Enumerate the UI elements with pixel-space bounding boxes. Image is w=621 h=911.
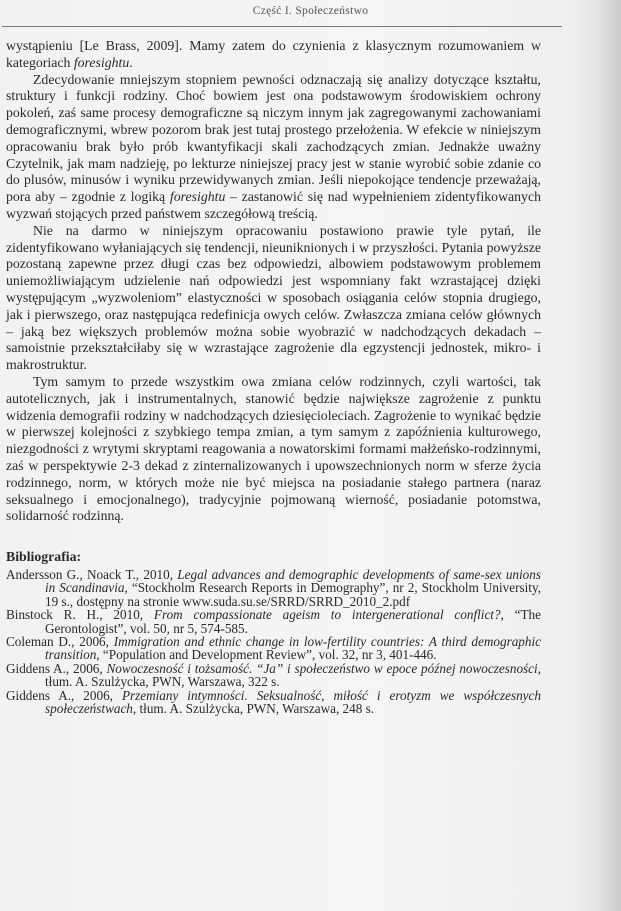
paragraph-1-italic: foresightu xyxy=(73,54,130,70)
page-edge-shadow xyxy=(597,0,621,911)
bibliography-heading: Bibliografia: xyxy=(6,549,82,565)
running-header: Część I. Społeczeństwo xyxy=(252,5,369,17)
bib-title: Nowoczesność i tożsamość. “Ja” i społeczeństwo w epoce późnej nowoczesności xyxy=(106,660,538,676)
paragraph-1-text-end: . xyxy=(129,54,133,70)
bib-author: Andersson G., Noack T., 2010, xyxy=(6,566,178,582)
page-body xyxy=(6,38,541,715)
paragraph-2-text-end: – zastanowić się nad wypełnieniem zidentyfikowanych wyzwań stojących przed państwem szczegółową treścią. xyxy=(6,189,541,221)
bibliography-entry xyxy=(6,635,541,662)
header-rule xyxy=(2,26,562,27)
bibliography-entry xyxy=(6,608,541,635)
bib-title: From compassionate ageism to intergenerational conflict? xyxy=(153,607,501,623)
bib-details: , “The Gerontologist”, vol. 50, nr 5, 574-585. xyxy=(45,607,541,636)
bib-author: Coleman D., 2006, xyxy=(6,633,114,649)
bib-details: , “Stockholm Research Reports in Demography”, nr 2, Stockholm University, 19 s., dostępny na stronie www.suda.su.se/SRRD/SRRD_2010_2.pdf xyxy=(45,580,541,609)
bib-title: Przemiany intymności. Seksualność, miłość i erotyzm we współczesnych społeczeństwach xyxy=(45,687,541,716)
bibliography-entry xyxy=(6,568,541,608)
bibliography-list xyxy=(6,568,541,715)
bib-author: Binstock R. H., 2010, xyxy=(6,607,154,623)
paragraph-1 xyxy=(6,38,541,72)
paragraph-2-italic: foresightu xyxy=(169,189,226,205)
bib-details: , “Population and Development Review”, vol. 32, nr 3, 401-446. xyxy=(96,647,437,663)
paragraph-2 xyxy=(6,72,541,223)
bibliography-entry xyxy=(6,662,541,689)
bib-author: Giddens A., 2006, xyxy=(6,660,107,676)
bib-title: Legal advances and demographic developments of same-sex unions in Scandinavia xyxy=(45,566,542,596)
paragraph-4: Tym samym to przede wszystkim owa zmiana celów rodzinnych, czyli wartości, tak autotelicznych, jak i instrumentalnych, stanowić będzie największe zagrożenie z punktu widzenia demografii rodziny w nadchodzących dziesięcioleciach. Zagrożenie to wynikać będzie w pierwszej kolejności z szybkiego tempa zmian, a tym samym z zapóźnienia kulturowego, niezgodności z wrytymi skryptami reagowania a nowatorskimi formami małżeńsko-rodzinnymi, zaś w perspektywie 2-3 dekad z zinternalizowanych i upowszechnionych norm w sferze życia rodzinnego, norm, w których może nie być miejsca na posiadanie stałego partnera (naraz seksualnego i emocjonalnego), tradycyjnie pojmowaną wierność, posiadanie potomstwa, solidarność rodzinną. xyxy=(6,373,541,524)
bib-details: , tłum. A. Szulżycka, PWN, Warszawa, 248 s. xyxy=(132,700,375,716)
paragraph-2-text: Zdecydowanie mniejszym stopniem pewności odznaczają się analizy dotyczące kształtu, struktury i funkcji rodziny. Choć bowiem jest ona podstawowym środowiskiem ochrony pokoleń, zaś same procesy demograficzne są niczym innym jak zagregowanymi zachowaniami demograficznymi, wbrew pozorom brak jest tutaj prostego przełożenia. W efekcie w niniejszym opracowaniu brak było prób kwantyfikacji skali zachodzących zmian. Jednakże uważny Czytelnik, jak mam nadzieję, po lekturze niniejszej pracy jest w stanie wyrobić sobie zdanie co do plusów, minusów i wyniku przewidywanych zmian. Jeśli niepokojące tendencje przeważają, pora aby – zgodnie z logiką xyxy=(6,71,541,205)
paragraph-1-text: wystąpieniu [Le Brass, 2009]. Mamy zatem do czynienia z klasycznym rozumowaniem w kategoriach xyxy=(6,38,541,70)
paragraph-3: Nie na darmo w niniejszym opracowaniu postawiono prawie tyle pytań, ile zidentyfikowano wyłaniających się tendencji, nieuniknionych i w przyszłości. Pytania powyższe pozostaną zapewne przez długi czas bez odpowiedzi, albowiem podstawowym problemem uniemożliwiającym udzielenie nań odpowiedzi jest wspomniany fakt wzrastającej dzięki występującym „wyzwoleniom” elastyczności w sposobach osiągania celów stopnia drugiego, jak i pierwszego, oraz następująca redefinicja owych celów. Zwłaszcza zmiana celów głównych – jaką bez większych problemów można sobie wyobrazić w nadchodzących dekadach – samoistnie przekształciłaby się w wzrastające zagrożenie dla egzystencji jednostek, mikro- i makrostruktur. xyxy=(6,222,541,373)
bibliography-entry xyxy=(6,689,541,716)
bib-title: Immigration and ethnic change in low-fertility countries: A third demographic transition xyxy=(45,633,541,663)
bib-details: , tłum. A. Szulżycka, PWN, Warszawa, 322 s. xyxy=(45,660,541,690)
bib-author: Giddens A., 2006, xyxy=(6,687,122,703)
